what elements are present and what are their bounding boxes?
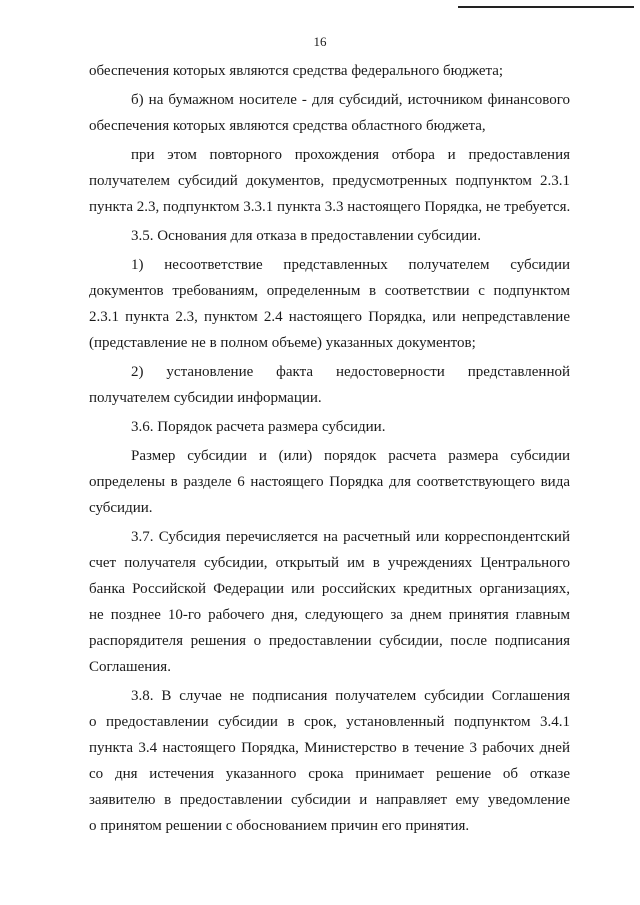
paragraph [89, 142, 570, 220]
paragraph [89, 223, 570, 249]
paragraph [89, 87, 570, 139]
page-number: 16 [313, 34, 327, 49]
text-line: не позднее 10-го рабочего дня, следующего за днем принятия главным [89, 607, 570, 623]
paragraph [89, 252, 570, 356]
text-line: 3.8. В случае не подписания получателем субсидии Соглашения [131, 688, 570, 704]
text-line: счет получателя субсидии, открытый им в учреждениях Центрального [89, 555, 570, 571]
paragraph [89, 359, 570, 411]
paragraph [89, 58, 570, 84]
paragraph [89, 683, 570, 839]
text-line: о предоставлении субсидии в срок, установленный подпунктом 3.4.1 [89, 714, 570, 730]
corner-mark [458, 0, 634, 8]
text-line: 2.3.1 пункта 2.3, пунктом 2.4 настоящего Порядка, или непредставление [89, 309, 570, 325]
text-line: заявителю в предоставлении субсидии и направляет ему уведомление [89, 792, 570, 808]
paragraph [89, 524, 570, 680]
text-line: Соглашения. [89, 659, 171, 675]
text-line: получателем субсидии информации. [89, 390, 322, 406]
text-line: распорядителя решения о предоставлении субсидии, после подписания [89, 633, 570, 649]
document-body [89, 58, 570, 839]
text-line: пункта 3.4 настоящего Порядка, Министерство в течение 3 рабочих дней [89, 740, 570, 756]
text-line: определены в разделе 6 настоящего Порядка для соответствующего вида [89, 474, 570, 490]
text-line: (представление не в полном объеме) указанных документов; [89, 335, 476, 351]
text-line: обеспечения которых являются средства федерального бюджета; [89, 63, 504, 79]
text-line: о принятом решении с обоснованием причин его принятия. [89, 818, 470, 834]
text-line: получателем субсидий документов, предусмотренных подпунктом 2.3.1 [89, 173, 570, 189]
text-line: субсидии. [89, 500, 153, 516]
text-line: со дня истечения указанного срока принимает решение об отказе [89, 766, 570, 782]
text-line: 1) несоответствие представленных получателем субсидии [131, 257, 570, 273]
text-line: 3.6. Порядок расчета размера субсидии. [131, 419, 386, 435]
text-line: 3.7. Субсидия перечисляется на расчетный или корреспондентский [131, 529, 570, 545]
text-line: б) на бумажном носителе - для субсидий, источником финансового [131, 92, 570, 108]
paragraph [89, 443, 570, 521]
text-line: при этом повторного прохождения отбора и предоставления [131, 147, 570, 163]
text-line: Размер субсидии и (или) порядок расчета размера субсидии [131, 448, 570, 464]
text-line: 3.5. Основания для отказа в предоставлении субсидии. [131, 228, 481, 244]
text-line: пункта 2.3, подпунктом 3.3.1 пункта 3.3 настоящего Порядка, не требуется. [89, 199, 570, 215]
paragraph [89, 414, 570, 440]
text-line: обеспечения которых являются средства областного бюджета, [89, 118, 486, 134]
text-line: банка Российской Федерации или российских кредитных организациях, [89, 581, 570, 597]
text-line: 2) установление факта недостоверности представленной [131, 364, 570, 380]
text-line: документов требованиям, определенным в соответствии с подпунктом [89, 283, 570, 299]
